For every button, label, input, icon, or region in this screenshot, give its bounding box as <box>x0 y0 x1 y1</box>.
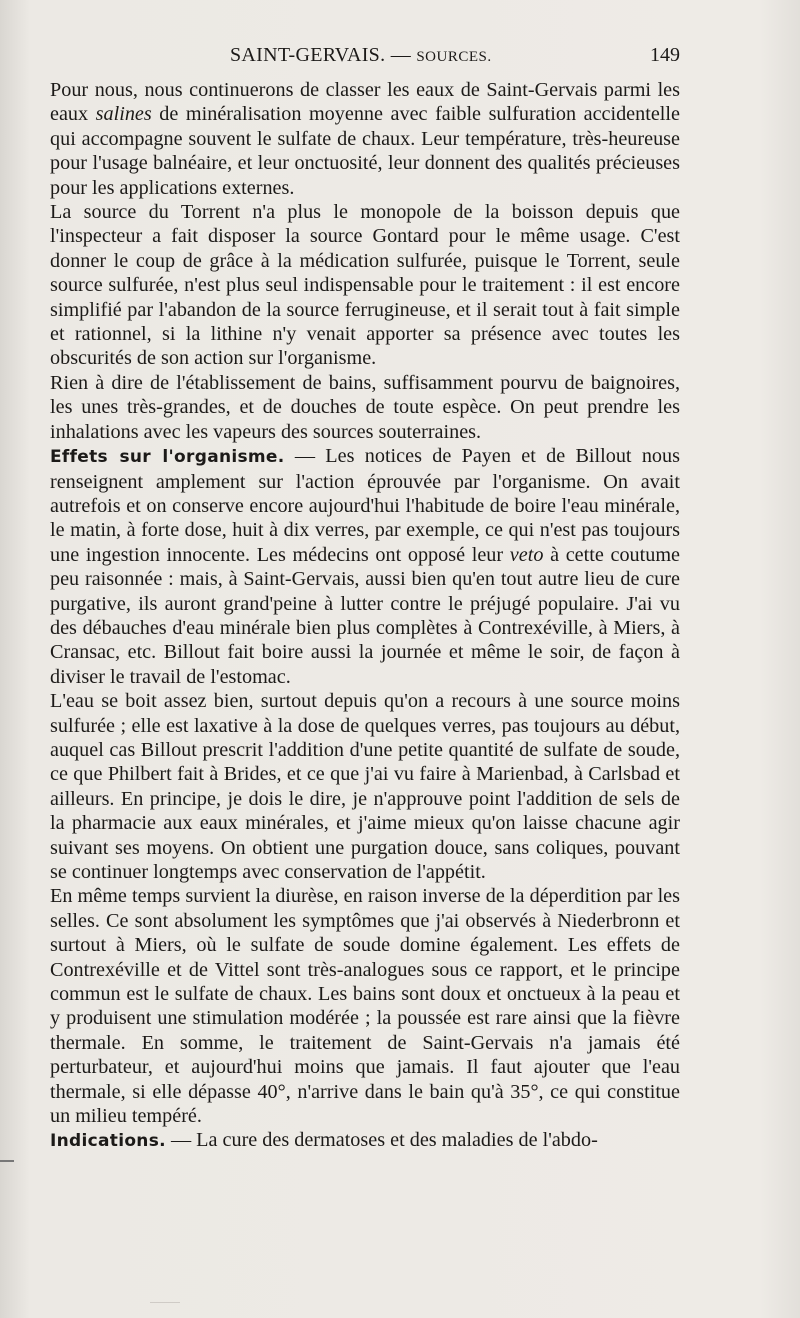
footer-smudge <box>150 1302 180 1303</box>
paragraph-2: La source du Torrent n'a plus le monopole de la boisson depuis que l'inspecteur a fait disposer la source Gontard pour le même usage. C'est donner le coup de grâce à la médication sulfurée, puisque le Torrent, seule source sulfurée, n'est plus seul indispensable pour le traitement : il est encore simplifié par l'abandon de la source ferrugineuse, et il serait tout à fait simple et rationnel, si la lithine n'y venait apporter sa présence avec toutes les obscurités de son action sur l'organisme. <box>50 201 680 370</box>
page-number: 149 <box>650 44 680 66</box>
running-header <box>50 44 682 74</box>
header-subtitle: SOURCES. <box>416 49 492 65</box>
paragraph-7 <box>50 1128 680 1153</box>
paragraph-5: L'eau se boit assez bien, surtout depuis qu'on a recours à une source moins sulfurée ; elle est laxative à la dose de quelques verres, pas toujours au début, auquel cas Billout prescrit l'addition d'une petite quantité de sulfate de soude, ce que Philbert fait à Brides, et ce que j'ai vu faire à Marienbad, à Carlsbad et ailleurs. En principe, je dois le dire, je n'approuve point l'addition de sels de la pharmacie aux eaux minérales, et j'aime mieux qu'on laisse chacune agir suivant ses moyens. On obtient une purgation douce, sans coliques, pouvant se continuer longtemps avec conservation de l'appétit. <box>50 690 680 883</box>
paragraph-1-text-a: Pour nous, nous continuerons de classer les eaux de Saint-Gervais parmi les eaux <box>50 79 680 126</box>
paragraph-7-text-a: — La cure des dermatoses et des maladies de l'abdo- <box>165 1129 598 1152</box>
header-dash: — <box>385 44 417 66</box>
paragraph-4-text-b: à cette coutume peu raisonnée : mais, à Saint-Gervais, aussi bien qu'en tout autre lieu de cure purgative, ils auront grand'peine à lutter contre le préjugé populaire. J'ai vu des débauches d'eau minérale bien plus complètes à Contrexéville, à Miers, à Cransac, etc. Billout fait boire aussi la journée et même le soir, de façon à diviser le travail de l'estomac. <box>50 543 680 688</box>
header-title-block <box>230 44 492 67</box>
page-body <box>50 78 680 1154</box>
section-heading-indications: Indications. <box>50 1131 166 1152</box>
paragraph-4-italic: veto <box>509 543 544 566</box>
margin-mark <box>0 1160 14 1162</box>
paragraph-6: En même temps survient la diurèse, en raison inverse de la déperdition par les selles. Ce sont absolument les symptômes que j'ai observés à Niederbronn et surtout à Miers, où le sulfate de soude domine également. Les effets de Contrexéville et de Vittel sont très-analogues sous ce rapport, et le principe commun est le sulfate de chaux. Les bains sont doux et onctueux à la peau et y produisent une stimulation modérée ; la poussée est rare ainsi que la fièvre thermale. En somme, le traitement de Saint-Gervais n'a jamais été perturbateur, et aujourd'hui moins que jamais. Il faut ajouter que l'eau thermale, si elle dépasse 40°, n'arrive dans le bain qu'à 35°, ce qui constitue un milieu tempéré. <box>50 885 680 1128</box>
header-title: SAINT-GERVAIS. <box>230 44 386 66</box>
section-heading-effets: Effets sur l'organisme. <box>50 447 285 468</box>
paragraph-4 <box>50 444 680 689</box>
paragraph-1 <box>50 78 680 200</box>
paragraph-4-text-a: — Les notices de Payen et de Billout nous renseignent amplement sur l'action éprouvée par l'organisme. On avait autrefois et on conserve encore aujourd'hui l'habitude de boire l'eau minérale, le matin, à forte dose, huit à dix verres, par exemple, ce qui n'est pas toujours une ingestion innocente. Les médecins ont opposé leur <box>50 445 680 566</box>
paragraph-1-italic: salines <box>95 103 152 126</box>
paragraph-3: Rien à dire de l'établissement de bains, suffisamment pourvu de baignoires, les unes très-grandes, et de douches de toute espèce. On peut prendre les inhalations avec les vapeurs des sources souterraines. <box>50 371 680 443</box>
paragraph-1-text-b: de minéralisation moyenne avec faible sulfuration accidentelle qui accompagne souvent le sulfate de chaux. Leur température, très-heureuse pour l'usage balnéaire, et leur onctuosité, leur donnent des qualités précieuses pour les applications externes. <box>50 103 680 199</box>
